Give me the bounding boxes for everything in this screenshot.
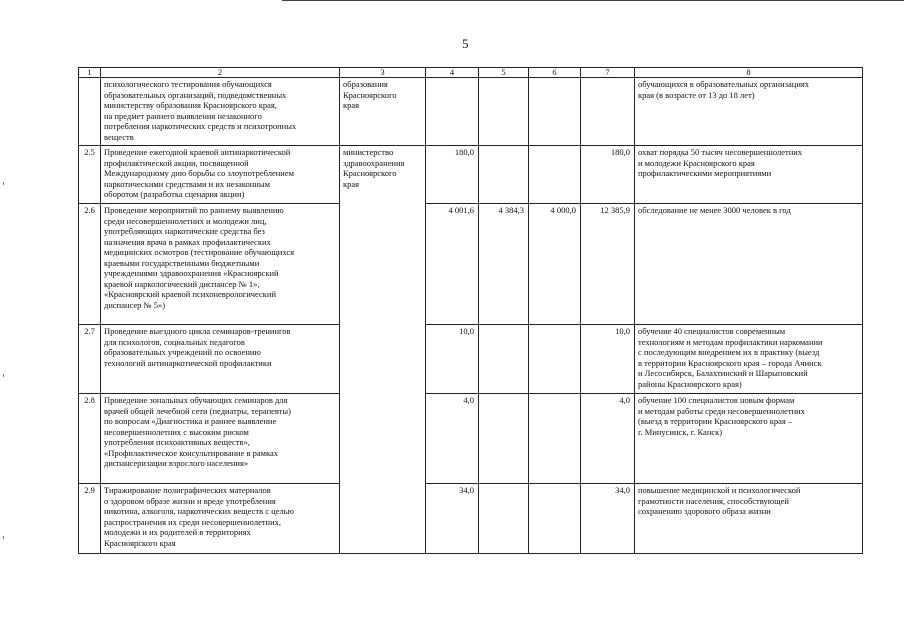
expected-result: обследование не менее 3000 человек в год (635, 204, 863, 325)
column-header: 6 (529, 68, 581, 78)
year-3-amount (529, 146, 581, 204)
year-3-amount (529, 78, 581, 146)
margin-mark (3, 536, 4, 539)
total-amount: 180,0 (581, 146, 635, 204)
measure-name: Проведение зональных обучающих семинаров для врачей общей лечебной сети (педиатры, терапевты) по вопросам «Диагностика и раннее выявление несовершеннолетних с высоким риском употребления психоактивных веществ», «Профилактическое консультирование в рамках диспансеризации взрослого населения» (101, 394, 340, 484)
item-number: 2.6 (79, 204, 101, 325)
year-2-amount (479, 78, 529, 146)
measure-name: Проведение выездного цикла семинаров-тренингов для психологов, социальных педагогов образовательных учреждений по освоению технологий антинаркотической профилактики (101, 325, 340, 394)
year-2-amount (479, 484, 529, 554)
executor: образования Красноярского края (340, 78, 426, 146)
item-number (79, 78, 101, 146)
column-header: 2 (101, 68, 340, 78)
column-header: 4 (426, 68, 479, 78)
year-3-amount (529, 484, 581, 554)
year-2-amount (479, 146, 529, 204)
total-amount: 12 385,9 (581, 204, 635, 325)
table-row (79, 394, 863, 484)
measure-name: Тиражирование полиграфических материалов о здоровом образе жизни и вреде употребления никотина, алкоголя, наркотических веществ с целью распространения их среди несовершеннолетних, молодежи и их родителей в территориях Красноярского края (101, 484, 340, 554)
measure-name: психологического тестирования обучающихся образовательных организаций, подведомственных министерству образования Красноярского края, на предмет раннего выявления незаконного потребления наркотических средств и психотропных веществ (101, 78, 340, 146)
expected-result: охват порядка 50 тысяч несовершеннолетних и молодежи Красноярского края профилактическими мероприятиями (635, 146, 863, 204)
column-header: 7 (581, 68, 635, 78)
measure-name: Проведение ежегодной краевой антинаркотической профилактической акции, посвященной Международному дню борьбы со злоупотреблением наркотическими средствами и их незаконным оборотом (разработка сценария акции) (101, 146, 340, 204)
total-amount: 34,0 (581, 484, 635, 554)
expected-result: обучение 40 специалистов современным технологиям и методам профилактики наркомании с последующим внедрением их в практику (выезд в территории Красноярского края – города Ачинск и Лесосибирск, Балахтинский и Шарыповский районы Красноярского края) (635, 325, 863, 394)
table-row (79, 325, 863, 394)
executor: министерство здравоохранения Красноярского края (340, 146, 426, 554)
column-header: 1 (79, 68, 101, 78)
program-measures-table (78, 67, 863, 554)
measure-name: Проведение мероприятий по раннему выявлению среди несовершеннолетних и молодежи лиц, употребляющих наркотические средства без назначения врача в рамках профилактических медицинских осмотров (тестирование обучающихся краевыми государственными бюджетными учреждениями здравоохранения «Красноярский краевой наркологический диспансер № 1», «Красноярский краевой психоневрологический диспансер № 5») (101, 204, 340, 325)
year-1-amount: 10,0 (426, 325, 479, 394)
total-amount (581, 78, 635, 146)
total-amount: 4,0 (581, 394, 635, 484)
item-number: 2.5 (79, 146, 101, 204)
year-3-amount (529, 325, 581, 394)
year-2-amount: 4 384,3 (479, 204, 529, 325)
total-amount: 10,0 (581, 325, 635, 394)
column-header: 5 (479, 68, 529, 78)
table-row (79, 204, 863, 325)
year-2-amount (479, 394, 529, 484)
column-number-row (79, 68, 863, 78)
margin-mark (3, 374, 4, 377)
page-number: 5 (462, 36, 469, 51)
top-border-line (282, 0, 904, 1)
year-1-amount: 180,0 (426, 146, 479, 204)
year-3-amount (529, 394, 581, 484)
year-2-amount (479, 325, 529, 394)
margin-mark (3, 182, 4, 185)
item-number: 2.7 (79, 325, 101, 394)
year-1-amount: 4 001,6 (426, 204, 479, 325)
expected-result: повышение медицинской и психологической грамотности населения, способствующей сохранению здорового образа жизни (635, 484, 863, 554)
table-row (79, 146, 863, 204)
year-3-amount: 4 000,0 (529, 204, 581, 325)
expected-result: обучение 100 специалистов новым формам и методам работы среди несовершеннолетних (выезд в территории Красноярского края – г. Минусинск, г. Канск) (635, 394, 863, 484)
item-number: 2.9 (79, 484, 101, 554)
item-number: 2.8 (79, 394, 101, 484)
year-1-amount: 4,0 (426, 394, 479, 484)
table-row (79, 78, 863, 146)
expected-result: обучающихся в образовательных организациях края (в возрасте от 13 до 18 лет) (635, 78, 863, 146)
year-1-amount: 34,0 (426, 484, 479, 554)
column-header: 8 (635, 68, 863, 78)
column-header: 3 (340, 68, 426, 78)
year-1-amount (426, 78, 479, 146)
table-row (79, 484, 863, 554)
